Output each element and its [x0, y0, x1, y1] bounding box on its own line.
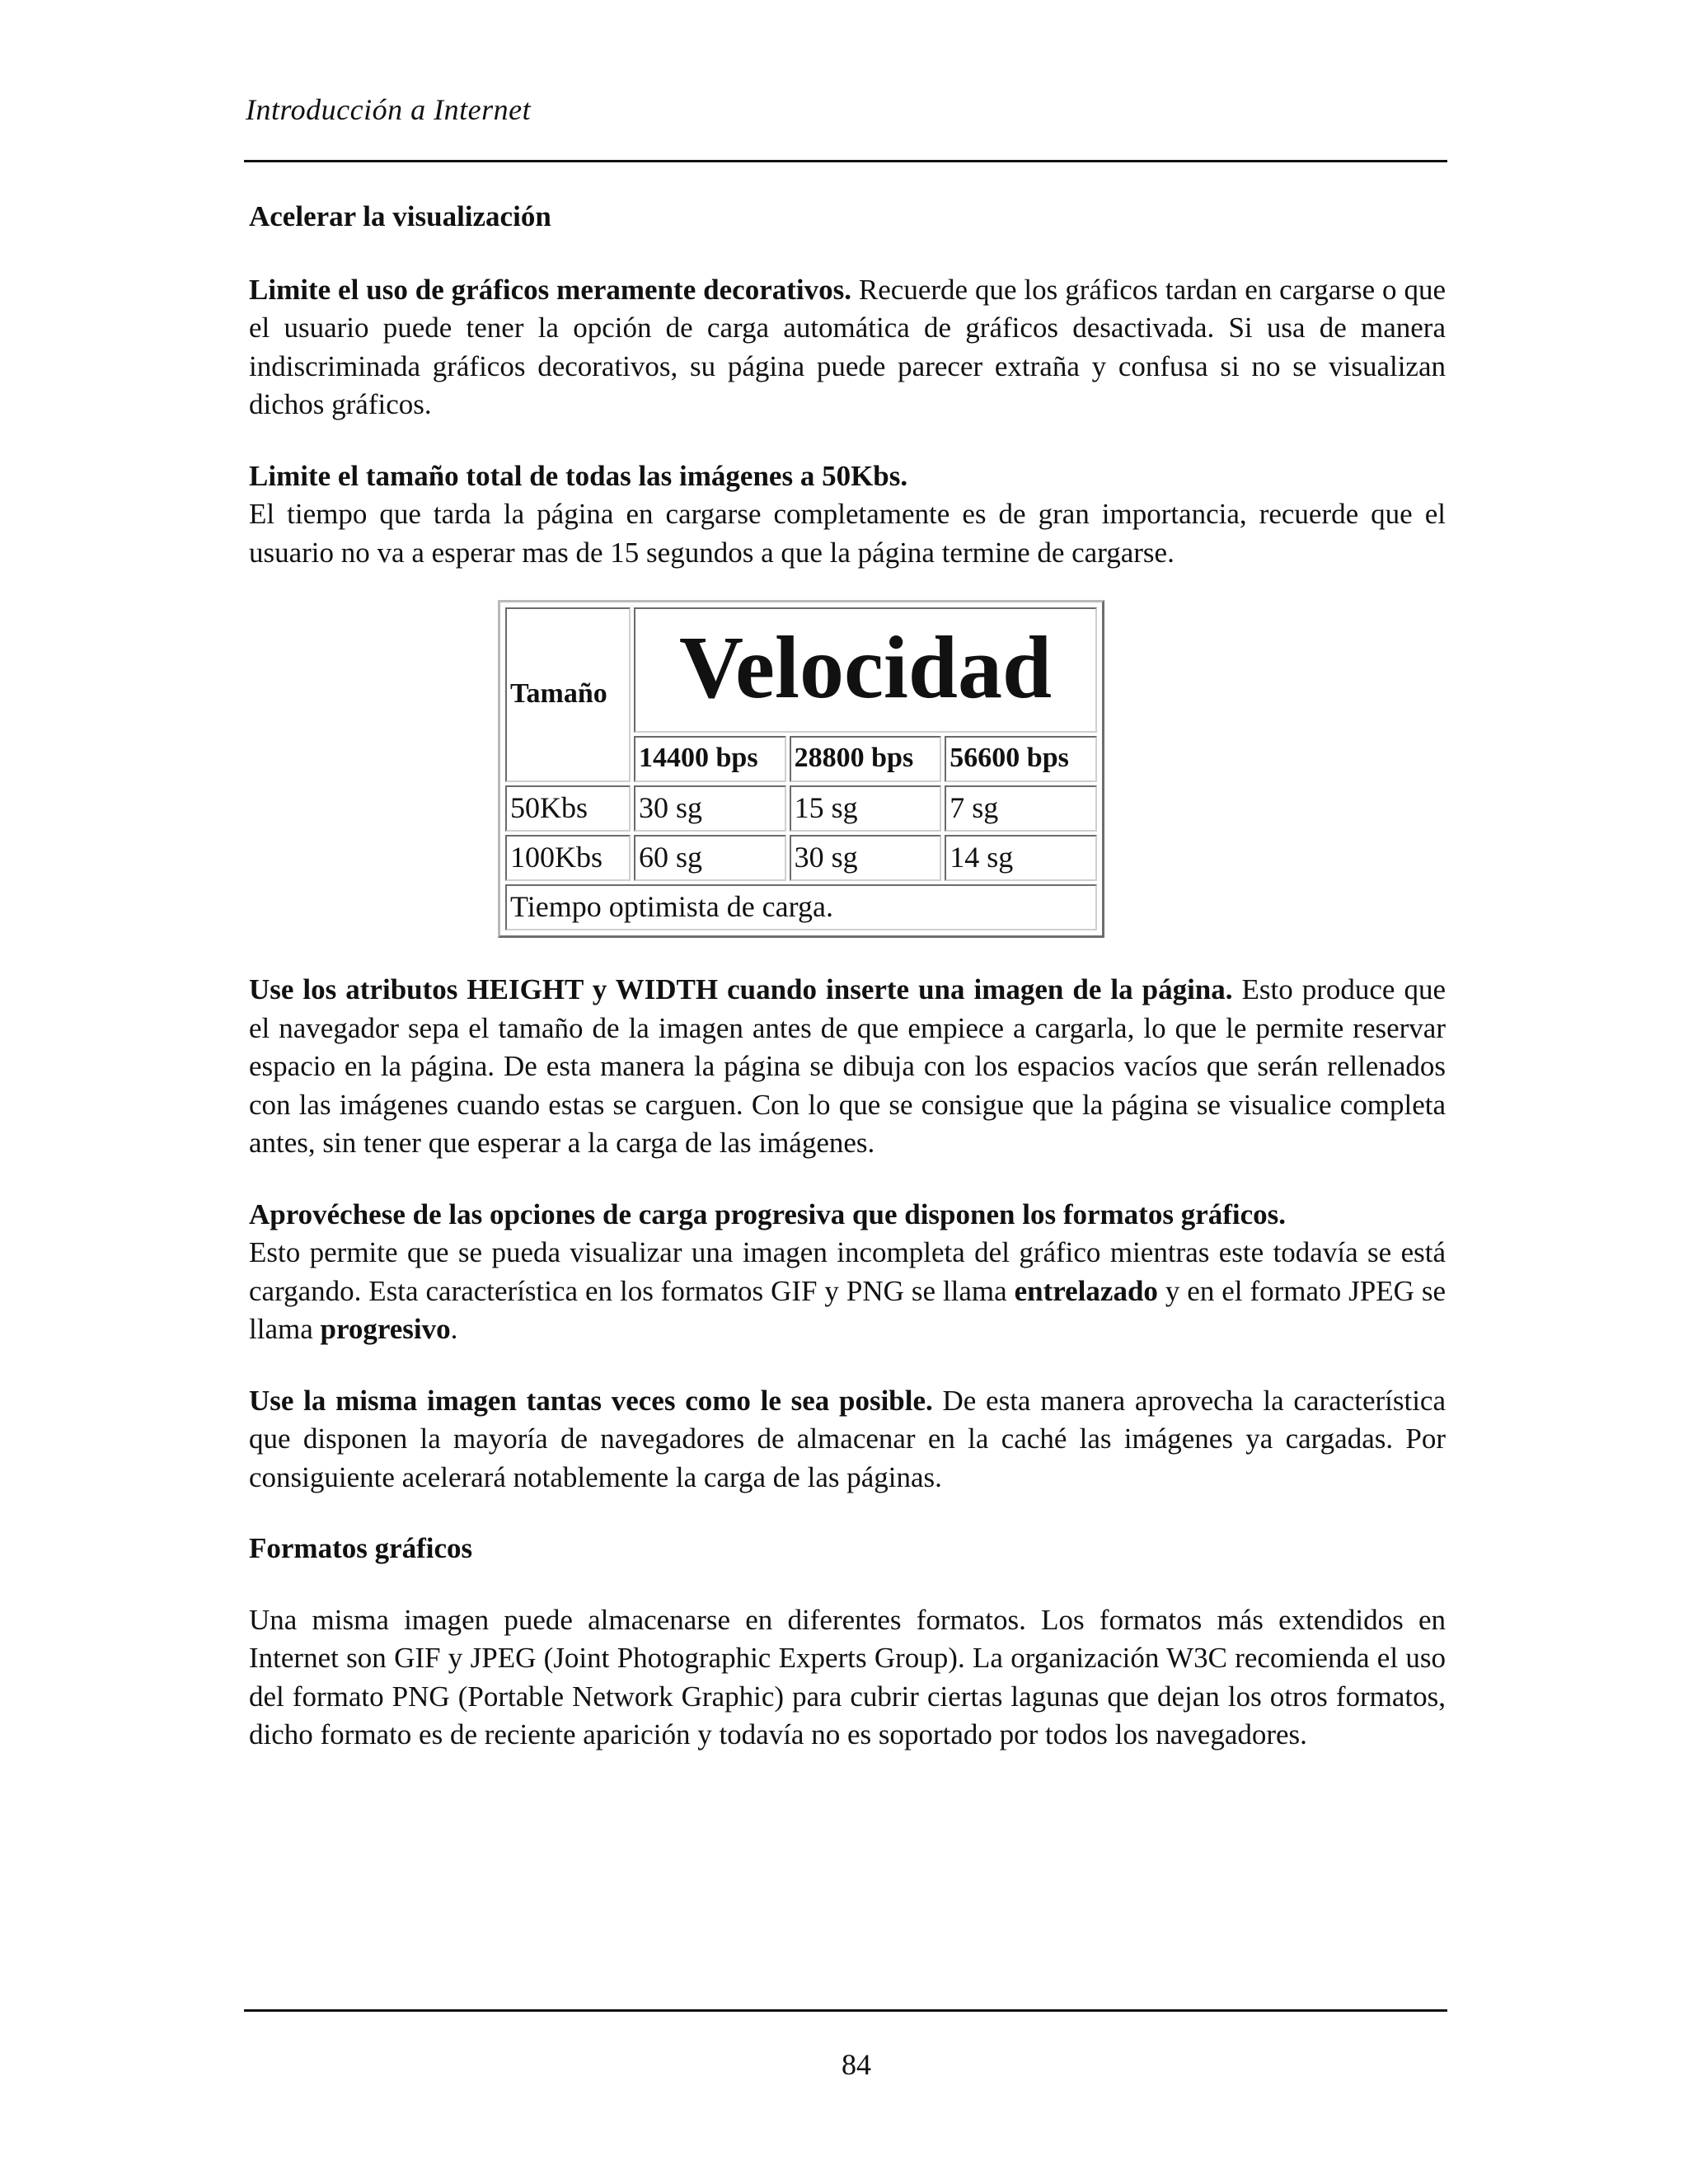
table-caption: Tiempo optimista de carga.: [505, 884, 1097, 930]
table-cell-time: 15 sg: [790, 785, 942, 832]
section-heading-formats: Formatos gráficos: [249, 1532, 473, 1564]
paragraph-progressive: [249, 1234, 1446, 1349]
table-row: [505, 835, 1097, 881]
term-interlaced: entrelazado: [1014, 1274, 1158, 1307]
paragraph-image-size: El tiempo que tarda la página en cargarse completamente es de gran importancia, recuerde que el usuario no va a esperar mas de 15 segundos a que la página termine de cargarse.: [249, 498, 1446, 569]
table-header-size: Tamaño: [505, 607, 631, 782]
paragraph-lead-progressive: Aprovéchese de las opciones de carga progresiva que disponen los formatos gráficos.: [249, 1197, 1287, 1230]
paragraph-decorative-graphics: [249, 271, 1446, 424]
paragraph-lead: Use los atributos HEIGHT y WIDTH cuando inserte una imagen de la página.: [249, 973, 1233, 1005]
paragraph-lead: Limite el uso de gráficos meramente decorativos.: [249, 273, 851, 306]
paragraph-text: Recuerde que los gráficos tardan en cargarse o que el usuario puede tener la opción de carga automática de gráficos desactivada. Si usa de manera indiscriminada gráficos decorativos, su página puede parecer extraña y confusa si no se visualizan dichos gráficos.: [249, 273, 1446, 420]
paragraph-reuse-image: [249, 1382, 1446, 1497]
page-header-title: Introducción a Internet: [246, 93, 532, 126]
paragraph-text: De esta manera aprovecha la característica que disponen la mayoría de navegadores de almacenar en la caché las imágenes ya cargadas. Por consiguiente acelerará notablemente la carga de las páginas.: [249, 1384, 1446, 1493]
paragraph-height-width: [249, 971, 1446, 1163]
paragraph-lead-image-size: Limite el tamaño total de todas las imágenes a 50Kbs.: [249, 459, 908, 492]
paragraph-lead: Use la misma imagen tantas veces como le sea posible.: [249, 1384, 933, 1417]
paragraph-text: .: [450, 1313, 458, 1345]
table-cell-size: 100Kbs: [505, 835, 631, 881]
paragraph-formats: Una misma imagen puede almacenarse en diferentes formatos. Los formatos más extendidos en Internet son GIF y JPEG (Joint Photographic Experts Group). La organización W3C recomienda el uso del formato PNG (Portable Network Graphic) para cubrir ciertas lagunas que dejan los otros formatos, dicho formato es de reciente aparición y todavía no es soportado por todos los navegadores.: [249, 1603, 1446, 1750]
table-cell-size: 50Kbs: [505, 785, 631, 832]
table-cell-time: 30 sg: [634, 785, 786, 832]
table-cell-time: 30 sg: [790, 835, 942, 881]
paragraph-text: Esto produce que el navegador sepa el tamaño de la imagen antes de que empiece a cargarla, lo que le permite reservar espacio en la página. De esta manera la página se dibuja con los espacios vacíos que serán rellenados con las imágenes cuando estas se carguen. Con lo que se consigue que la página se visualice completa antes, sin tener que esperar a la carga de las imágenes.: [249, 973, 1446, 1159]
page-content: [249, 198, 1446, 1755]
paragraph-text: y en el formato JPEG se llama: [249, 1274, 1447, 1345]
table-cell-time: 14 sg: [945, 835, 1097, 881]
speed-column-header: 28800 bps: [790, 736, 942, 782]
speed-column-header: 14400 bps: [634, 736, 786, 782]
footer-rule: [244, 2009, 1447, 2012]
page-number: 84: [842, 2048, 871, 2081]
speed-table: [498, 600, 1104, 938]
paragraph-text: Esto permite que se pueda visualizar una imagen incompleta del gráfico mientras este todavía se está cargando. Esta característica en los formatos GIF y PNG se llama: [249, 1236, 1446, 1307]
table-row: [505, 785, 1097, 832]
table-cell-time: 60 sg: [634, 835, 786, 881]
term-progressive: progresivo: [320, 1313, 451, 1345]
section-heading-accelerate: Acelerar la visualización: [249, 200, 551, 232]
header-rule: [244, 160, 1447, 162]
speed-column-header: 56600 bps: [945, 736, 1097, 782]
table-cell-time: 7 sg: [945, 785, 1097, 832]
table-header-speed: Velocidad: [634, 607, 1097, 733]
